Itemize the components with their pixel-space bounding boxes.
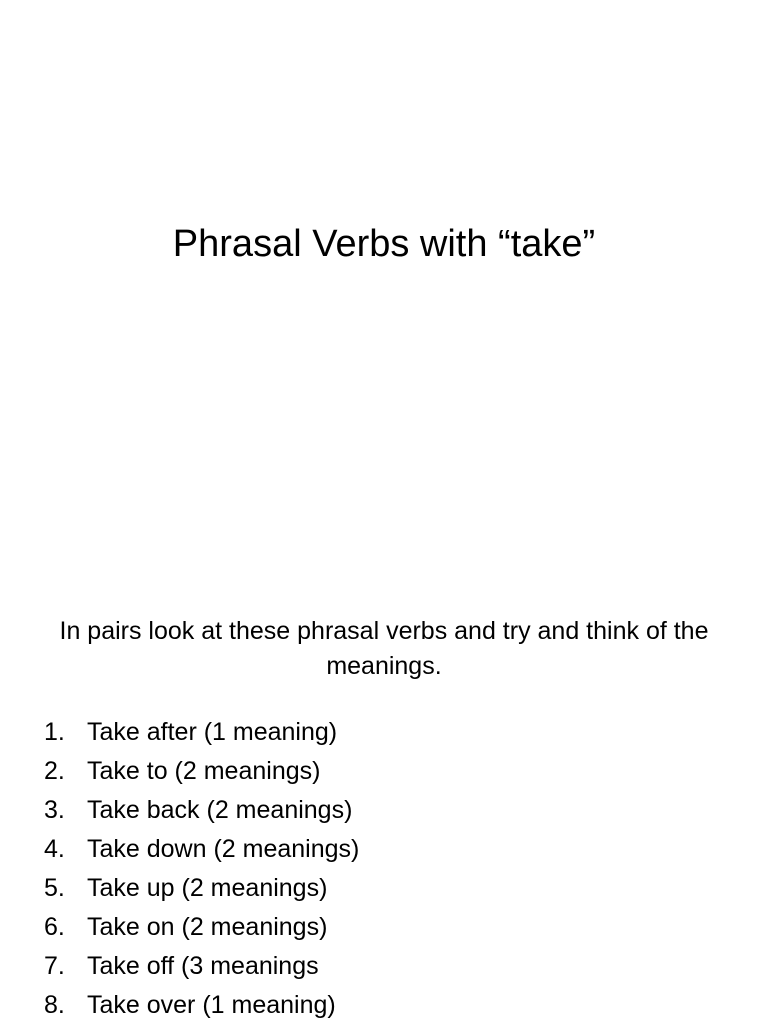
- slide-title: Phrasal Verbs with “take”: [172, 223, 596, 265]
- list-item-text: Take up (2 meanings): [87, 874, 328, 902]
- list-item-text: Take after (1 meaning): [87, 718, 338, 746]
- list-item-number: 2.: [44, 757, 65, 785]
- list-item-number: 5.: [44, 874, 65, 902]
- list-item: [44, 713, 724, 752]
- list-item-text: Take on (2 meanings): [87, 913, 328, 941]
- list-item-number: 1.: [44, 718, 65, 746]
- list-item: [44, 869, 724, 908]
- list-item: [44, 752, 724, 791]
- list-item-number: 8.: [44, 991, 65, 1019]
- list-item: [44, 908, 724, 947]
- phrasal-verb-list: [44, 713, 724, 1025]
- instructions-text: In pairs look at these phrasal verbs and try and think of the meanings.: [59, 617, 709, 680]
- list-item: [44, 830, 724, 869]
- list-item-number: 3.: [44, 796, 65, 824]
- list-item-text: Take to (2 meanings): [87, 757, 321, 785]
- list-item: [44, 791, 724, 830]
- list-item-text: Take back (2 meanings): [87, 796, 353, 824]
- list-item-number: 6.: [44, 913, 65, 941]
- list-item-number: 7.: [44, 952, 65, 980]
- list-item-text: Take off (3 meanings: [87, 952, 319, 980]
- list-item: [44, 947, 724, 986]
- list-item-text: Take down (2 meanings): [87, 835, 360, 863]
- list-item-text: Take over (1 meaning): [87, 991, 336, 1019]
- list-item: [44, 986, 724, 1025]
- list-item-number: 4.: [44, 835, 65, 863]
